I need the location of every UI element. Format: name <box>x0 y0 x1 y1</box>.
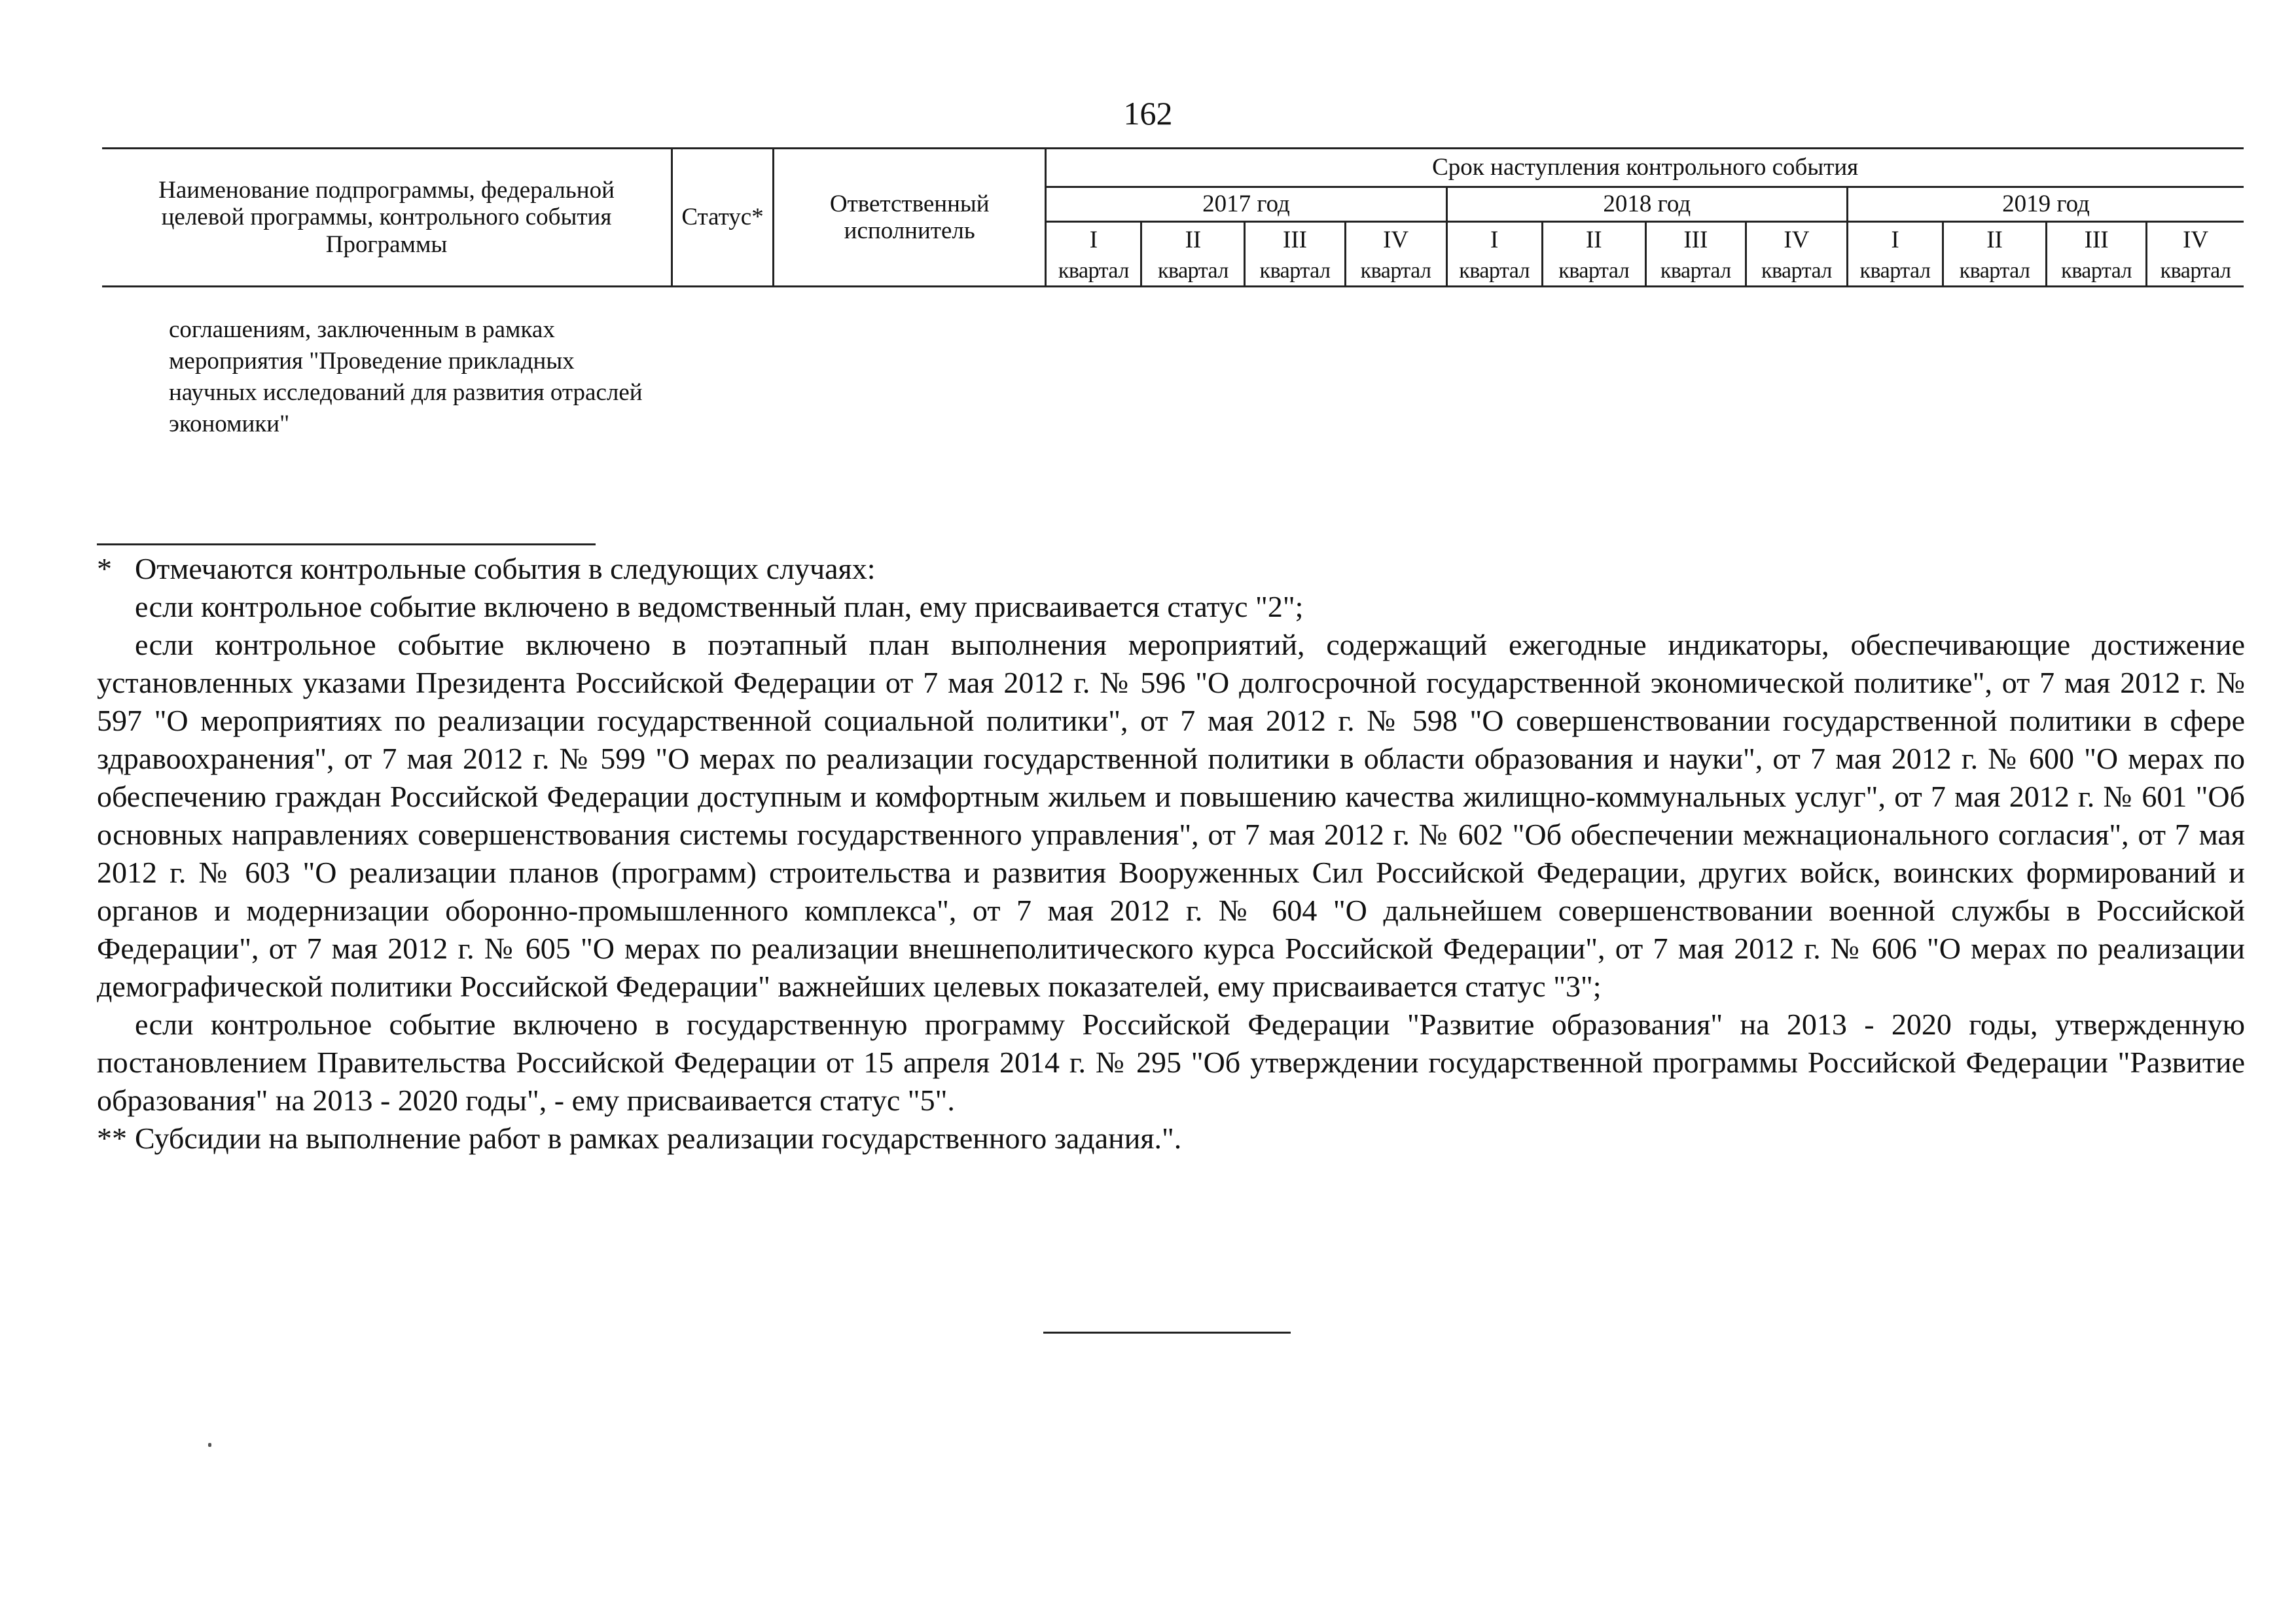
page-number: 162 <box>1123 95 1173 132</box>
quarter-word: квартал <box>1746 257 1847 287</box>
footnote-intro-text: Отмечаются контрольные события в следующих случаях: <box>135 552 876 585</box>
footnote-star-intro <box>97 550 2245 588</box>
footnote-case-status-2: если контрольное событие включено в ведомственный план, ему присваивается статус "2"; <box>135 590 1304 623</box>
year-header: 2019 год <box>1847 187 2244 222</box>
quarter-word: квартал <box>1943 257 2047 287</box>
quarter-numeral: II <box>1943 222 2047 257</box>
quarter-numeral: IV <box>2147 222 2244 257</box>
quarter-word: квартал <box>2047 257 2147 287</box>
quarter-word: квартал <box>1345 257 1446 287</box>
footnote-star-mark: * <box>97 552 112 585</box>
footnote-case-status-3: если контрольное событие включено в поэтапный план выполнения мероприятий, содержащий ежегодные индикаторы, обеспечивающие достижение установленных указами Президента Российской Федерации от 7 мая 2012 г. № 596 "О долгосрочной государственной экономической политике", от 7 мая 2012 г. № 597 "О мероприятиях по реализации государственной социальной политики", от 7 мая 2012 г. № 598 "О совершенствовании государственной политики в сфере здравоохранения", от 7 мая 2012 г. № 599 "О мерах по реализации государственной политики в области образования и науки", от 7 мая 2012 г. № 600 "О мерах по обеспечению граждан Российской Федерации доступным и комфортным жильем и повышению качества жилищно-коммунальных услуг", от 7 мая 2012 г. № 601 "Об основных направлениях совершенствования системы государственного управления", от 7 мая 2012 г. № 602 "Об обеспечении межнационального согласия", от 7 мая 2012 г. № 603 "О реализации планов (программ) строительства и развития Вооруженных Сил Российской Федерации, других войск, воинских формирований и органов и модернизации оборонно-промышленного комплекса", от 7 мая 2012 г. № 604 "О дальнейшем совершенствовании военной службы в Российской Федерации", от 7 мая 2012 г. № 605 "О мерах по реализации внешнеполитического курса Российской Федерации", от 7 мая 2012 г. № 606 "О мерах по реализации демографической политики Российской Федерации" важнейших целевых показателей, ему присваивается статус "3"; <box>97 628 2245 1003</box>
quarter-numeral: III <box>1245 222 1345 257</box>
footnote-double-star-mark: ** <box>97 1122 127 1155</box>
quarter-numeral: IV <box>1345 222 1446 257</box>
quarter-numeral: I <box>1046 222 1141 257</box>
footnotes <box>97 550 2245 1158</box>
deadline-column-header: Срок наступления контрольного события <box>1046 149 2244 187</box>
quarter-word: квартал <box>1645 257 1746 287</box>
footnote-separator <box>97 543 596 545</box>
quarter-numeral: III <box>1645 222 1746 257</box>
year-header: 2017 год <box>1046 187 1446 222</box>
quarter-word: квартал <box>1141 257 1245 287</box>
quarter-numeral: II <box>1141 222 1245 257</box>
continuation-row-text: соглашениям, заключенным в рамках мероприятия "Проведение прикладных научных исследований для развития отраслей экономики" <box>169 316 643 437</box>
control-events-table-header <box>102 147 2244 287</box>
quarter-word: квартал <box>1046 257 1141 287</box>
quarter-numeral: III <box>2047 222 2147 257</box>
quarter-word: квартал <box>1446 257 1542 287</box>
footnote-subsidies-text: Субсидии на выполнение работ в рамках реализации государственного задания.". <box>135 1122 1182 1155</box>
quarter-word: квартал <box>1847 257 1943 287</box>
executor-column-header: Ответственный исполнитель <box>774 149 1046 287</box>
year-header: 2018 год <box>1446 187 1847 222</box>
quarter-numeral: I <box>1847 222 1943 257</box>
document-end-rule <box>1043 1332 1291 1334</box>
status-column-header: Статус* <box>672 149 774 287</box>
name-column-header: Наименование подпрограммы, федеральной целевой программы, контрольного события Программы <box>102 149 672 287</box>
footnote-double-star <box>97 1120 2245 1158</box>
scan-speck <box>208 1443 211 1447</box>
quarter-numeral: II <box>1542 222 1645 257</box>
footnote-case-status-5: если контрольное событие включено в государственную программу Российской Федерации "Развитие образования" на 2013 - 2020 годы, утвержденную постановлением Правительства Российской Федерации от 15 апреля 2014 г. № 295 "Об утверждении государственной программы Российской Федерации "Развитие образования" на 2013 - 2020 годы", - ему присваивается статус "5". <box>97 1008 2245 1117</box>
quarter-word: квартал <box>1245 257 1345 287</box>
quarter-numeral: IV <box>1746 222 1847 257</box>
quarter-numeral: I <box>1446 222 1542 257</box>
quarter-word: квартал <box>1542 257 1645 287</box>
quarter-word: квартал <box>2147 257 2244 287</box>
